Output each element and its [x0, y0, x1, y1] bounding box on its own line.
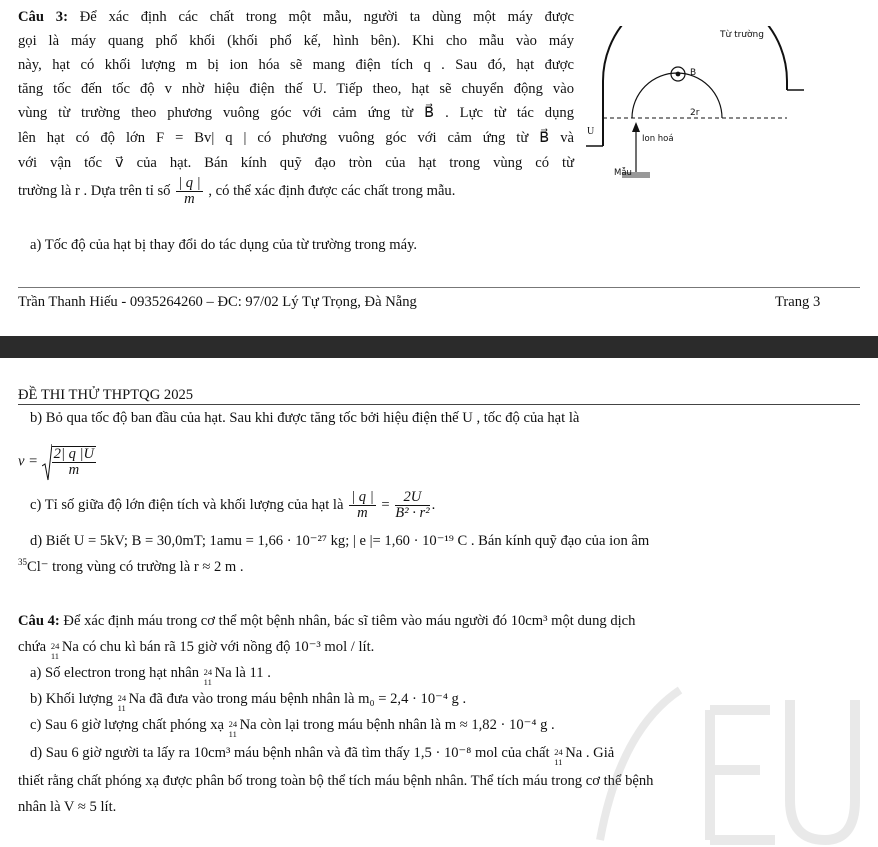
q4-option-a: a) Số electron trong hạt nhân 24 11 Na là 11 . — [30, 665, 271, 687]
q4-label: Câu 4: — [18, 613, 60, 629]
ratio-fraction: $\frac{| q |}{m}$ — [178, 175, 201, 207]
label-ion: Ion hoá — [642, 134, 674, 144]
mass-spectrometer-figure — [580, 26, 870, 186]
label-u: U — [587, 126, 595, 137]
header-divider — [18, 404, 860, 405]
formula-v: v = $\frac{2| q |U}{m}$ — [18, 442, 98, 482]
label-field: Từ trường — [720, 30, 764, 40]
q3-line-1: Câu 3: Để xác định các chất trong một mẫu, người ta dùng một máy được — [18, 9, 574, 25]
q4-line-2: chứa 24 11 Na có chu kì bán rã 15 giờ với nồng độ 10⁻³ mol / lít. — [18, 639, 375, 661]
footer-left: Trần Thanh Hiếu - 0935264260 – ĐC: 97/02 Lý Tự Trọng, Đà Nẵng — [18, 294, 417, 310]
q3-option-a: a) Tốc độ của hạt bị thay đổi do tác dụng của từ trường trong máy. — [30, 237, 418, 253]
q3-option-d-line2: $^{35}$Cl⁻ trong vùng có trường là r ≈ 2 m . — [18, 557, 244, 575]
q3-option-d-line1: d) Biết U = 5kV; B = 30,0mT; 1amu = 1,66 · 10⁻²⁷ kg; | e |= 1,60 · 10⁻¹⁹ C . Bán kính quỹ đạo của ion âm — [30, 533, 650, 549]
footer-divider — [18, 287, 860, 288]
q3-option-c: c) Tỉ số giữa độ lớn điện tích và khối lượng của hạt là $\frac{| q |}{m}$ = $\frac{2U}{\text{B² · r²}}$ . — [30, 489, 436, 521]
q3-line-4: tăng tốc đến tốc độ v nhờ hiệu điện thế U. Tiếp theo, hạt sẽ chuyển động vào — [18, 81, 574, 97]
q4-option-d-line2: thiết rằng chất phóng xạ được phân bố trong toàn bộ thể tích máu bệnh nhân. Thể tích máu trong cơ thể bệnh — [18, 773, 654, 789]
footer-page-number: Trang 3 — [775, 294, 821, 310]
q4-option-b: b) Khối lượng 24 11 Na đã đưa vào trong máu bệnh nhân là m₀ = 2,4 · 10⁻⁴ g . — [30, 691, 467, 713]
q3-ratio-line: trường là r . Dựa trên tỉ số $\frac{| q |}{m}$ , có thể xác định được các chất trong mẫu. — [18, 175, 456, 207]
q4-option-d-line3: nhân là V ≈ 5 lít. — [18, 799, 117, 815]
q4-line-1: Câu 4: Để xác định máu trong cơ thể một bệnh nhân, bác sĩ tiêm vào máu người đó 10cm³ một dung dịch — [18, 613, 636, 629]
q3-line-7: với vận tốc v⃗ của hạt. Bán kính quỹ đạo tròn của hạt trong vùng có từ — [18, 155, 574, 171]
page-break — [0, 336, 878, 358]
page-header: ĐỀ THI THỬ THPTQG 2025 — [18, 387, 194, 403]
label-2r: 2r — [690, 108, 700, 118]
field-region-outline — [603, 26, 787, 146]
q3-line-2: gọi là máy quang phổ khối (khối phổ kế, hình bên). Khi cho mẫu vào máy — [18, 33, 574, 49]
q3-option-b: b) Bỏ qua tốc độ ban đầu của hạt. Sau khi được tăng tốc bởi hiệu điện thế U , tốc độ của hạt là — [30, 410, 580, 426]
q4-option-c: c) Sau 6 giờ lượng chất phóng xạ 24 11 Na còn lại trong máu bệnh nhân là m ≈ 1,82 · 10⁻⁴ g . — [30, 717, 555, 739]
ion-path — [632, 73, 722, 118]
sqrt-formula: $\frac{2| q |U}{m}$ — [42, 442, 98, 482]
watermark-logo — [560, 670, 860, 847]
q3-line-6: lên hạt có độ lớn F = Bv| q | có phương vuông góc với cảm ứng từ B⃗ và — [18, 130, 574, 146]
label-b: B — [690, 68, 697, 78]
q3-label: Câu 3: — [18, 9, 68, 25]
q4-option-d-line1: d) Sau 6 giờ người ta lấy ra 10cm³ máu bệnh nhân và đã tìm thấy 1,5 · 10⁻⁸ mol của chất 24 11 Na . Giả — [30, 745, 615, 767]
q3-line-5: vùng từ trường theo phương vuông góc với cảm ứng từ B⃗ . Lực từ tác dụng — [18, 105, 574, 121]
ion-arrow-icon — [632, 122, 640, 132]
label-sample: Mẫu — [614, 168, 632, 178]
q3-line-3: này, hạt có khối lượng m bị ion hóa sẽ mang điện tích q . Sau đó, hạt được — [18, 57, 574, 73]
